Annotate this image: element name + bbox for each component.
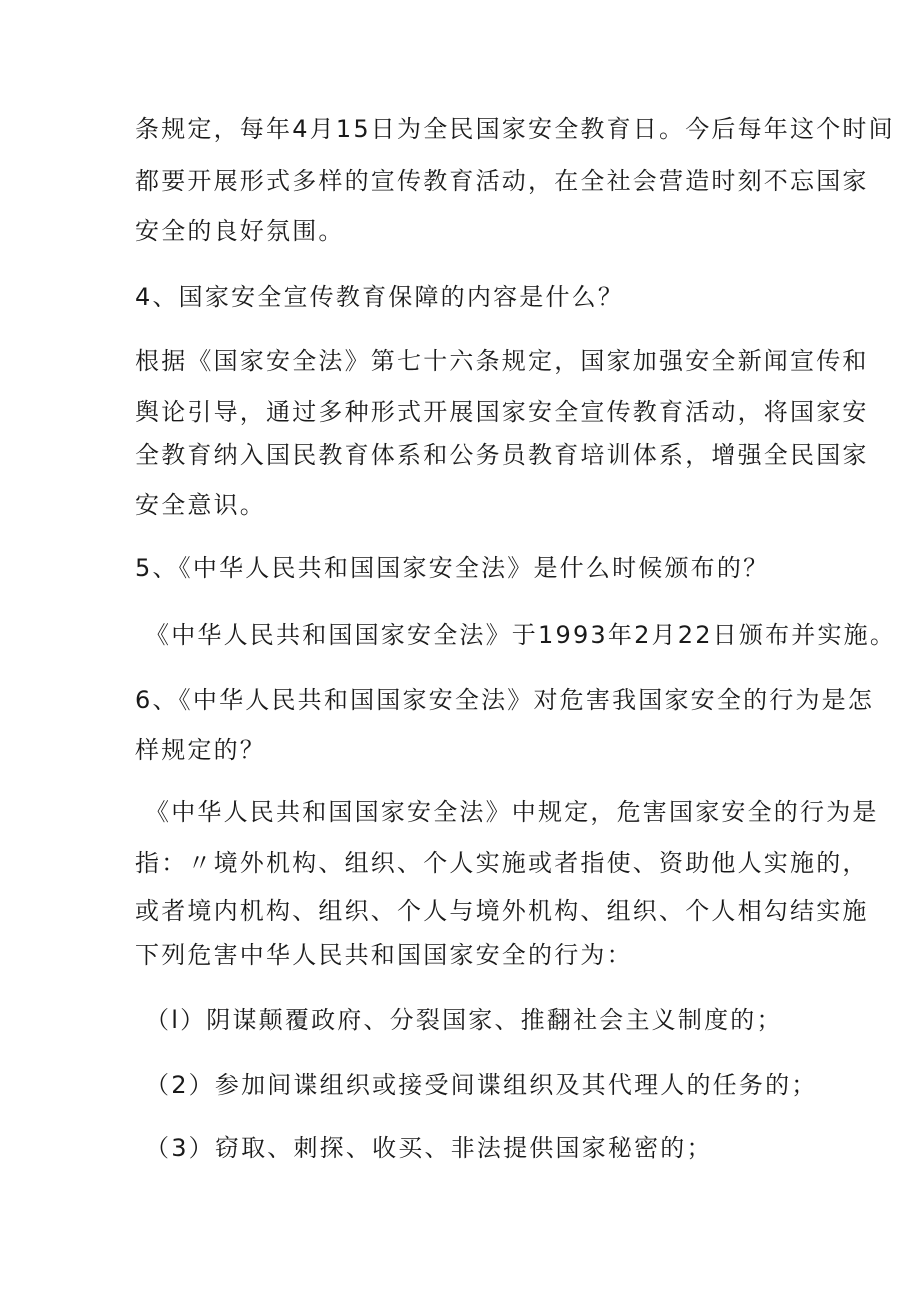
body-line: 根据《国家安全法》第七十六条规定，国家加强安全新闻宣传和 xyxy=(135,347,869,375)
body-line: 安全的良好氛围。 xyxy=(135,217,345,245)
body-line: 都要开展形式多样的宣传教育活动，在全社会营造时刻不忘国家 xyxy=(135,167,869,195)
body-line: 舆论引导，通过多种形式开展国家安全宣传教育活动，将国家安 xyxy=(135,398,869,426)
body-line: 下列危害中华人民共和国国家安全的行为： xyxy=(135,941,633,969)
question-heading: 样规定的？ xyxy=(135,736,266,764)
question-heading: 5、《中华人民共和国国家安全法》是什么时候颁布的？ xyxy=(135,554,770,582)
body-line: 或者境内机构、组织、个人与境外机构、组织、个人相勾结实施 xyxy=(135,897,869,925)
list-item: （3）窃取、刺探、收买、非法提供国家秘密的； xyxy=(145,1134,713,1162)
question-heading: 6、《中华人民共和国国家安全法》对危害我国家安全的行为是怎 xyxy=(135,686,875,714)
body-line: 《中华人民共和国国家安全法》于1993年2月22日颁布并实施。 xyxy=(145,621,897,649)
body-line: 安全意识。 xyxy=(135,491,266,519)
list-item: （2）参加间谍组织或接受间谍组织及其代理人的任务的； xyxy=(145,1071,818,1099)
body-line: 《中华人民共和国国家安全法》中规定，危害国家安全的行为是 xyxy=(145,798,879,826)
body-line: 条规定，每年4月15日为全民国家安全教育日。今后每年这个时间 xyxy=(135,115,895,143)
body-line: 全教育纳入国民教育体系和公务员教育培训体系，增强全民国家 xyxy=(135,441,869,469)
list-item: （l）阴谋颠覆政府、分裂国家、推翻社会主义制度的； xyxy=(145,1006,783,1034)
body-line: 指：〃境外机构、组织、个人实施或者指使、资助他人实施的， xyxy=(135,849,869,877)
question-heading: 4、国家安全宣传教育保障的内容是什么？ xyxy=(135,283,625,311)
